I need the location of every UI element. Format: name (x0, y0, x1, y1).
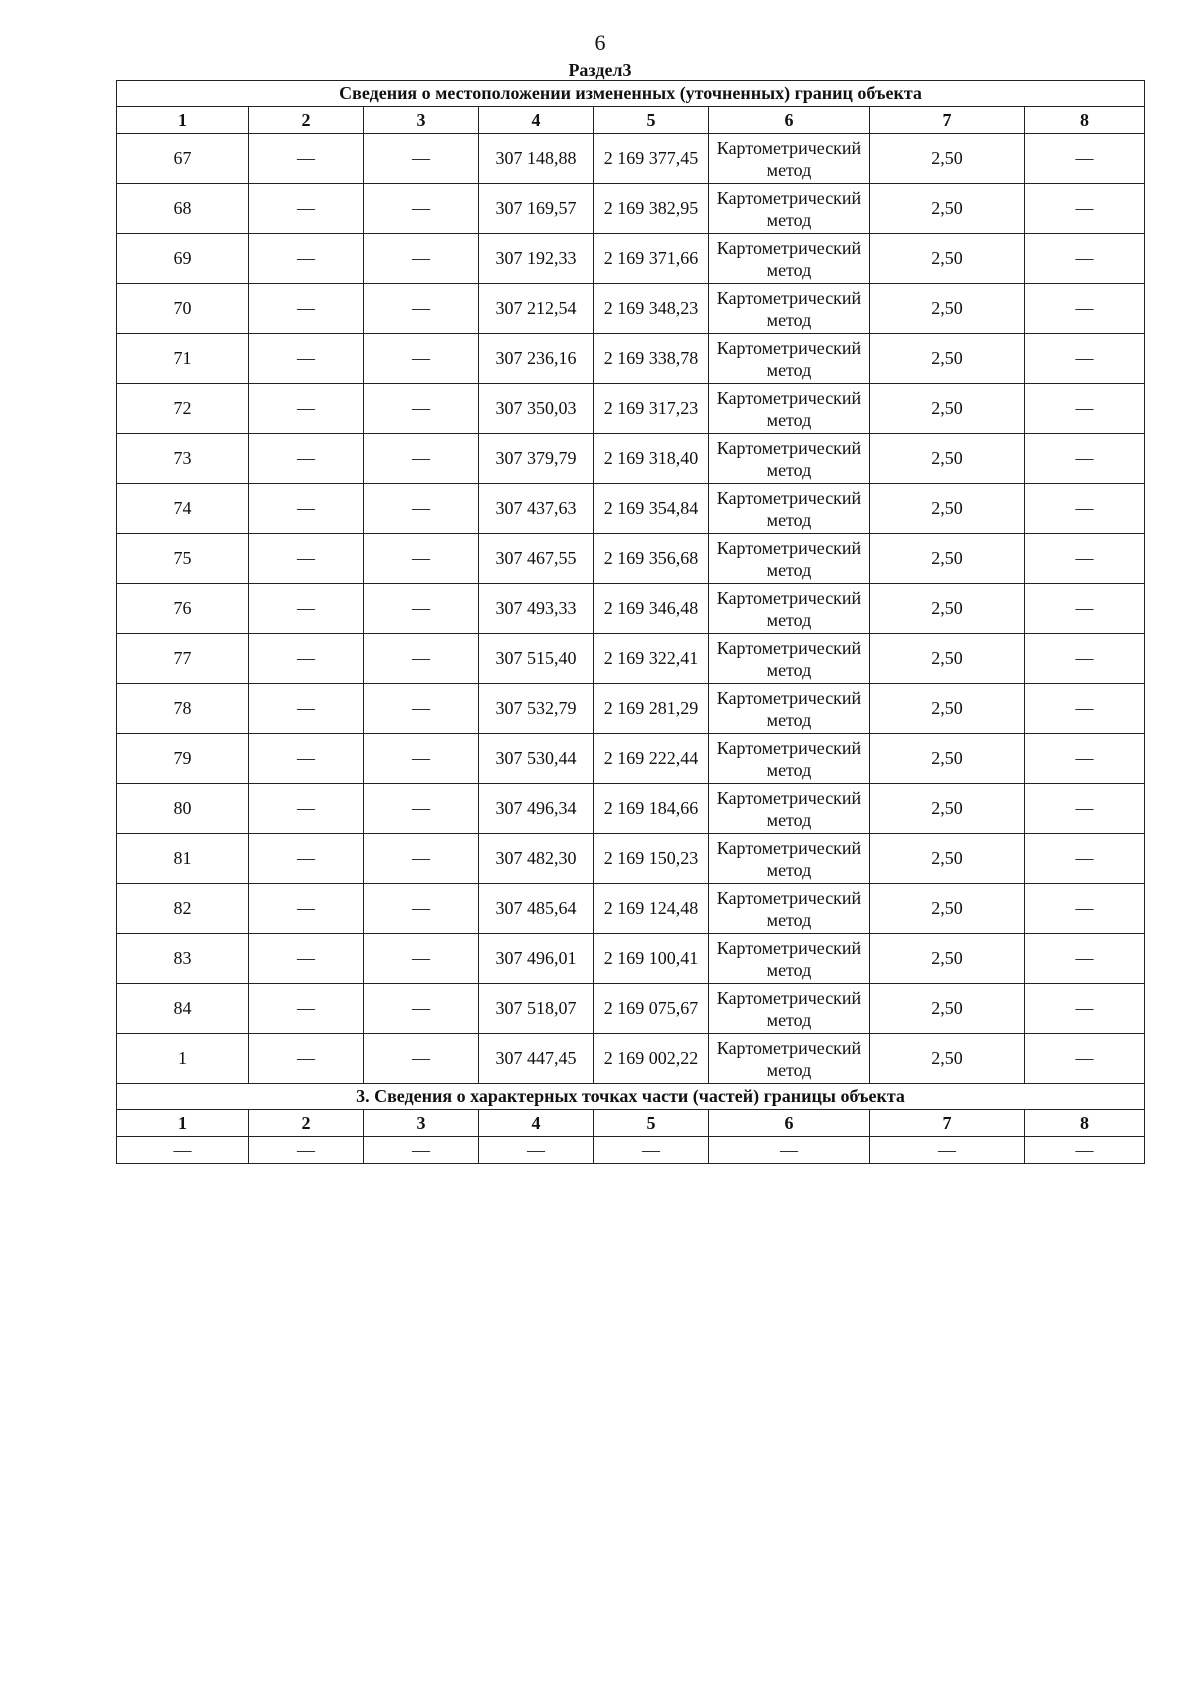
method-cell (709, 284, 870, 334)
empty-cell: — (1025, 284, 1145, 334)
empty-cell: — (364, 134, 479, 184)
method-cell-text: Картометрический метод (716, 337, 862, 380)
table-row (117, 434, 1145, 484)
method-cell-text: Картометрический метод (716, 237, 862, 280)
empty-cell: — (364, 734, 479, 784)
precision-cell: 2,50 (870, 484, 1025, 534)
x-coordinate-cell: 307 212,54 (479, 284, 594, 334)
x-coordinate-cell: 307 148,88 (479, 134, 594, 184)
y-coordinate-cell: 2 169 150,23 (594, 834, 709, 884)
empty-cell: — (249, 184, 364, 234)
empty-cell: — (249, 284, 364, 334)
x-coordinate-cell: 307 192,33 (479, 234, 594, 284)
empty-cell: — (364, 1034, 479, 1084)
empty-cell: — (249, 834, 364, 884)
point-number-cell: 73 (117, 434, 249, 484)
column-header: 2 (249, 107, 364, 134)
precision-cell: 2,50 (870, 134, 1025, 184)
method-cell-text: Картометрический метод (716, 1037, 862, 1080)
empty-cell: — (364, 484, 479, 534)
table-row (117, 834, 1145, 884)
column-header: 1 (117, 107, 249, 134)
x-coordinate-cell: 307 447,45 (479, 1034, 594, 1084)
table-row (117, 534, 1145, 584)
empty-cell: — (249, 1034, 364, 1084)
precision-cell: 2,50 (870, 984, 1025, 1034)
empty-cell: — (1025, 734, 1145, 784)
method-cell-text: Картометрический метод (716, 637, 862, 680)
table-row (117, 734, 1145, 784)
precision-cell: 2,50 (870, 684, 1025, 734)
y-coordinate-cell: 2 169 002,22 (594, 1034, 709, 1084)
empty-cell: — (1025, 134, 1145, 184)
method-cell (709, 534, 870, 584)
column-header: 4 (479, 1110, 594, 1137)
y-coordinate-cell: 2 169 124,48 (594, 884, 709, 934)
method-cell-text: Картометрический метод (716, 537, 862, 580)
y-coordinate-cell: 2 169 382,95 (594, 184, 709, 234)
empty-cell: — (364, 384, 479, 434)
empty-cell: — (249, 434, 364, 484)
table-row (117, 684, 1145, 734)
parts-empty-row (117, 1137, 1145, 1164)
empty-cell: — (364, 934, 479, 984)
point-number-cell: 79 (117, 734, 249, 784)
method-cell (709, 884, 870, 934)
point-number-cell: 76 (117, 584, 249, 634)
table-row (117, 184, 1145, 234)
column-header: 8 (1025, 1110, 1145, 1137)
empty-cell: — (1025, 684, 1145, 734)
empty-cell: — (1025, 1137, 1145, 1164)
empty-cell: — (1025, 834, 1145, 884)
x-coordinate-cell: 307 493,33 (479, 584, 594, 634)
section-label: Раздел3 (568, 60, 632, 80)
y-coordinate-cell: 2 169 338,78 (594, 334, 709, 384)
column-header: 3 (364, 1110, 479, 1137)
empty-cell: — (364, 534, 479, 584)
parts-section-title-row (117, 1084, 1145, 1110)
y-coordinate-cell: 2 169 317,23 (594, 384, 709, 434)
point-number-cell: 83 (117, 934, 249, 984)
column-header: 8 (1025, 107, 1145, 134)
method-cell-text: Картометрический метод (716, 587, 862, 630)
method-cell-text: Картометрический метод (716, 987, 862, 1030)
empty-cell: — (364, 984, 479, 1034)
method-cell (709, 334, 870, 384)
x-coordinate-cell: 307 518,07 (479, 984, 594, 1034)
empty-cell: — (1025, 534, 1145, 584)
precision-cell: 2,50 (870, 784, 1025, 834)
method-cell-text: Картометрический метод (716, 487, 862, 530)
x-coordinate-cell: 307 437,63 (479, 484, 594, 534)
x-coordinate-cell: 307 379,79 (479, 434, 594, 484)
x-coordinate-cell: 307 467,55 (479, 534, 594, 584)
table-row (117, 334, 1145, 384)
empty-cell: — (709, 1137, 870, 1164)
empty-cell: — (1025, 784, 1145, 834)
empty-cell: — (364, 184, 479, 234)
empty-cell: — (364, 784, 479, 834)
precision-cell: 2,50 (870, 584, 1025, 634)
table-row (117, 884, 1145, 934)
empty-cell: — (1025, 234, 1145, 284)
point-number-cell: 68 (117, 184, 249, 234)
column-header: 7 (870, 1110, 1025, 1137)
x-coordinate-cell: 307 236,16 (479, 334, 594, 384)
point-number-cell: 77 (117, 634, 249, 684)
y-coordinate-cell: 2 169 346,48 (594, 584, 709, 634)
y-coordinate-cell: 2 169 100,41 (594, 934, 709, 984)
empty-cell: — (1025, 1034, 1145, 1084)
method-cell (709, 384, 870, 434)
empty-cell: — (364, 234, 479, 284)
empty-cell: — (249, 934, 364, 984)
method-cell-text: Картометрический метод (716, 837, 862, 880)
method-cell (709, 634, 870, 684)
point-number-cell: 80 (117, 784, 249, 834)
column-header: 5 (594, 107, 709, 134)
point-number-cell: 74 (117, 484, 249, 534)
empty-cell: — (364, 634, 479, 684)
point-number-cell: 67 (117, 134, 249, 184)
column-header: 6 (709, 107, 870, 134)
precision-cell: 2,50 (870, 434, 1025, 484)
precision-cell: 2,50 (870, 934, 1025, 984)
empty-cell: — (249, 684, 364, 734)
point-number-cell: 72 (117, 384, 249, 434)
column-header-row (117, 107, 1145, 134)
empty-cell: — (249, 534, 364, 584)
precision-cell: 2,50 (870, 234, 1025, 284)
column-header: 6 (709, 1110, 870, 1137)
method-cell (709, 434, 870, 484)
table-row (117, 234, 1145, 284)
empty-cell: — (249, 634, 364, 684)
empty-cell: — (249, 884, 364, 934)
table-title-row (117, 81, 1145, 107)
column-header: 3 (364, 107, 479, 134)
point-number-cell: 81 (117, 834, 249, 884)
method-cell-text: Картометрический метод (716, 437, 862, 480)
precision-cell: 2,50 (870, 334, 1025, 384)
empty-cell: — (364, 284, 479, 334)
empty-cell: — (249, 384, 364, 434)
empty-cell: — (870, 1137, 1025, 1164)
precision-cell: 2,50 (870, 384, 1025, 434)
empty-cell: — (117, 1137, 249, 1164)
empty-cell: — (249, 784, 364, 834)
method-cell (709, 234, 870, 284)
point-number-cell: 69 (117, 234, 249, 284)
point-number-cell: 71 (117, 334, 249, 384)
method-cell (709, 684, 870, 734)
empty-cell: — (1025, 584, 1145, 634)
precision-cell: 2,50 (870, 884, 1025, 934)
empty-cell: — (249, 734, 364, 784)
point-number-cell: 70 (117, 284, 249, 334)
empty-cell: — (364, 434, 479, 484)
empty-cell: — (364, 334, 479, 384)
page-number: 6 (594, 30, 606, 55)
empty-cell: — (249, 234, 364, 284)
empty-cell: — (249, 984, 364, 1034)
precision-cell: 2,50 (870, 734, 1025, 784)
empty-cell: — (364, 584, 479, 634)
point-number-cell: 78 (117, 684, 249, 734)
table-row (117, 784, 1145, 834)
coordinates-table (116, 80, 1145, 1164)
point-number-cell: 75 (117, 534, 249, 584)
empty-cell: — (1025, 484, 1145, 534)
y-coordinate-cell: 2 169 322,41 (594, 634, 709, 684)
method-cell-text: Картометрический метод (716, 737, 862, 780)
table-row (117, 384, 1145, 434)
table-row (117, 1034, 1145, 1084)
empty-cell: — (249, 584, 364, 634)
empty-cell: — (364, 834, 479, 884)
empty-cell: — (249, 334, 364, 384)
point-number-cell: 82 (117, 884, 249, 934)
method-cell (709, 734, 870, 784)
table-row (117, 584, 1145, 634)
x-coordinate-cell: 307 485,64 (479, 884, 594, 934)
method-cell-text: Картометрический метод (716, 137, 862, 180)
empty-cell: — (249, 134, 364, 184)
y-coordinate-cell: 2 169 222,44 (594, 734, 709, 784)
precision-cell: 2,50 (870, 534, 1025, 584)
empty-cell: — (1025, 634, 1145, 684)
empty-cell: — (1025, 184, 1145, 234)
method-cell (709, 784, 870, 834)
y-coordinate-cell: 2 169 371,66 (594, 234, 709, 284)
x-coordinate-cell: 307 515,40 (479, 634, 594, 684)
empty-cell: — (594, 1137, 709, 1164)
table-row (117, 934, 1145, 984)
precision-cell: 2,50 (870, 1034, 1025, 1084)
empty-cell: — (1025, 334, 1145, 384)
precision-cell: 2,50 (870, 834, 1025, 884)
table-row (117, 984, 1145, 1034)
column-header: 1 (117, 1110, 249, 1137)
y-coordinate-cell: 2 169 281,29 (594, 684, 709, 734)
y-coordinate-cell: 2 169 075,67 (594, 984, 709, 1034)
y-coordinate-cell: 2 169 184,66 (594, 784, 709, 834)
y-coordinate-cell: 2 169 377,45 (594, 134, 709, 184)
x-coordinate-cell: 307 496,34 (479, 784, 594, 834)
point-number-cell: 84 (117, 984, 249, 1034)
x-coordinate-cell: 307 350,03 (479, 384, 594, 434)
x-coordinate-cell: 307 532,79 (479, 684, 594, 734)
method-cell (709, 934, 870, 984)
precision-cell: 2,50 (870, 634, 1025, 684)
table-title: Сведения о местоположении измененных (уточненных) границ объекта (117, 81, 1145, 107)
empty-cell: — (364, 1137, 479, 1164)
table-row (117, 484, 1145, 534)
empty-cell: — (364, 684, 479, 734)
precision-cell: 2,50 (870, 184, 1025, 234)
method-cell-text: Картометрический метод (716, 287, 862, 330)
x-coordinate-cell: 307 169,57 (479, 184, 594, 234)
y-coordinate-cell: 2 169 348,23 (594, 284, 709, 334)
method-cell (709, 1034, 870, 1084)
y-coordinate-cell: 2 169 356,68 (594, 534, 709, 584)
x-coordinate-cell: 307 482,30 (479, 834, 594, 884)
method-cell (709, 184, 870, 234)
column-header: 7 (870, 107, 1025, 134)
method-cell-text: Картометрический метод (716, 387, 862, 430)
column-header: 5 (594, 1110, 709, 1137)
method-cell-text: Картометрический метод (716, 687, 862, 730)
method-cell-text: Картометрический метод (716, 937, 862, 980)
empty-cell: — (1025, 934, 1145, 984)
column-header: 2 (249, 1110, 364, 1137)
method-cell (709, 984, 870, 1034)
method-cell-text: Картометрический метод (716, 887, 862, 930)
method-cell (709, 834, 870, 884)
method-cell (709, 134, 870, 184)
x-coordinate-cell: 307 530,44 (479, 734, 594, 784)
empty-cell: — (1025, 434, 1145, 484)
x-coordinate-cell: 307 496,01 (479, 934, 594, 984)
column-header: 4 (479, 107, 594, 134)
empty-cell: — (479, 1137, 594, 1164)
parts-column-header-row (117, 1110, 1145, 1137)
table-row (117, 284, 1145, 334)
method-cell (709, 584, 870, 634)
empty-cell: — (1025, 384, 1145, 434)
empty-cell: — (249, 1137, 364, 1164)
parts-section-title: 3. Сведения о характерных точках части (частей) границы объекта (117, 1084, 1145, 1110)
table-row (117, 134, 1145, 184)
empty-cell: — (1025, 984, 1145, 1034)
empty-cell: — (364, 884, 479, 934)
point-number-cell: 1 (117, 1034, 249, 1084)
method-cell-text: Картометрический метод (716, 787, 862, 830)
y-coordinate-cell: 2 169 354,84 (594, 484, 709, 534)
method-cell (709, 484, 870, 534)
method-cell-text: Картометрический метод (716, 187, 862, 230)
precision-cell: 2,50 (870, 284, 1025, 334)
table-row (117, 634, 1145, 684)
y-coordinate-cell: 2 169 318,40 (594, 434, 709, 484)
empty-cell: — (249, 484, 364, 534)
empty-cell: — (1025, 884, 1145, 934)
